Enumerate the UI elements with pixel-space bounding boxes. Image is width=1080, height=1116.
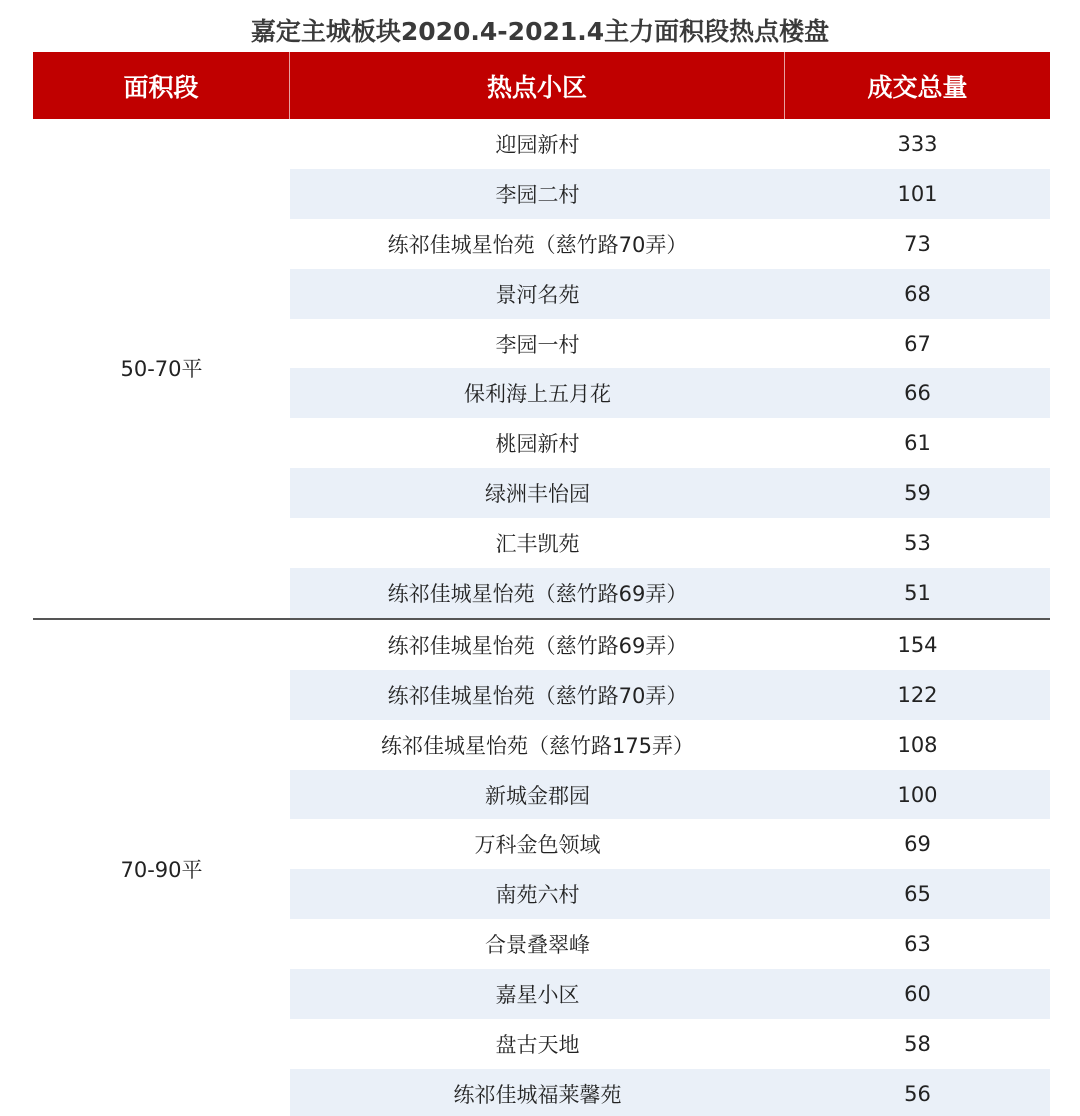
- table-row: [290, 720, 1050, 770]
- transaction-count: 122: [897, 682, 938, 707]
- table-row: [290, 418, 1050, 468]
- table-row: [290, 969, 1050, 1019]
- transaction-count: 100: [897, 782, 938, 807]
- table-row: [290, 269, 1050, 319]
- table-row: [290, 1019, 1050, 1069]
- transaction-count: 59: [904, 481, 931, 506]
- transaction-count: 56: [904, 1081, 931, 1106]
- property-name: 李园二村: [495, 182, 580, 207]
- area-label: 70-90平: [120, 858, 203, 883]
- table-row: [290, 670, 1050, 720]
- area-group: [33, 620, 1050, 1116]
- transaction-count: 66: [904, 381, 931, 406]
- hot-properties-table: [33, 52, 1050, 1116]
- property-name: 练祁佳城星怡苑（慈竹路70弄）: [387, 683, 688, 708]
- property-name: 桃园新村: [495, 432, 580, 457]
- transaction-count: 67: [904, 331, 931, 356]
- property-name: 练祁佳城福莱馨苑: [453, 1082, 622, 1107]
- transaction-count: 69: [904, 832, 931, 857]
- area-group: [33, 119, 1050, 618]
- property-name: 新城金郡园: [485, 783, 590, 808]
- table-header: [33, 52, 1050, 119]
- transaction-count: 60: [904, 982, 931, 1007]
- property-name: 万科金色领域: [474, 833, 601, 858]
- property-name: 练祁佳城星怡苑（慈竹路70弄）: [387, 232, 688, 257]
- property-name: 嘉星小区: [495, 983, 580, 1008]
- property-name: 绿洲丰怡园: [485, 482, 590, 507]
- property-name: 汇丰凯苑: [495, 532, 580, 557]
- transaction-count: 61: [904, 431, 931, 456]
- transaction-count: 73: [904, 231, 931, 256]
- table-row: [290, 319, 1050, 369]
- table-row: [290, 468, 1050, 518]
- transaction-count: 65: [904, 882, 931, 907]
- transaction-count: 154: [897, 632, 938, 657]
- table-row: [290, 119, 1050, 169]
- table-row: [290, 770, 1050, 820]
- transaction-count: 51: [904, 580, 931, 605]
- table-row: [290, 819, 1050, 869]
- property-name: 练祁佳城星怡苑（慈竹路69弄）: [387, 633, 688, 658]
- transaction-count: 101: [897, 181, 938, 206]
- property-name: 盘古天地: [495, 1032, 580, 1057]
- property-name: 南苑六村: [495, 883, 580, 908]
- table-body: [33, 119, 1050, 1116]
- property-name: 练祁佳城星怡苑（慈竹路69弄）: [387, 581, 688, 606]
- table-row: [290, 368, 1050, 418]
- table-row: [290, 869, 1050, 919]
- table-row: [290, 169, 1050, 219]
- group-rows: [290, 119, 1050, 618]
- page-title: 嘉定主城板块2020.4-2021.4主力面积段热点楼盘: [250, 17, 830, 46]
- group-rows: [290, 620, 1050, 1116]
- header-count: 成交总量: [867, 72, 968, 102]
- transaction-count: 58: [904, 1031, 931, 1056]
- property-name: 李园一村: [495, 332, 580, 357]
- transaction-count: 63: [904, 932, 931, 957]
- table-row: [290, 219, 1050, 269]
- table-row: [290, 620, 1050, 670]
- table-row: [290, 518, 1050, 568]
- transaction-count: 333: [897, 131, 938, 156]
- property-name: 景河名苑: [495, 282, 580, 307]
- property-name: 保利海上五月花: [464, 382, 611, 407]
- table-row: [290, 1069, 1050, 1116]
- header-area: 面积段: [33, 52, 290, 119]
- area-label: 50-70平: [120, 357, 203, 382]
- table-row: [290, 568, 1050, 618]
- transaction-count: 53: [904, 531, 931, 556]
- property-name: 练祁佳城星怡苑（慈竹路175弄）: [380, 733, 695, 758]
- property-name: 合景叠翠峰: [485, 933, 590, 958]
- header-name: 热点小区: [290, 52, 785, 119]
- table-row: [290, 919, 1050, 969]
- transaction-count: 68: [904, 281, 931, 306]
- transaction-count: 108: [897, 732, 938, 757]
- property-name: 迎园新村: [495, 132, 580, 157]
